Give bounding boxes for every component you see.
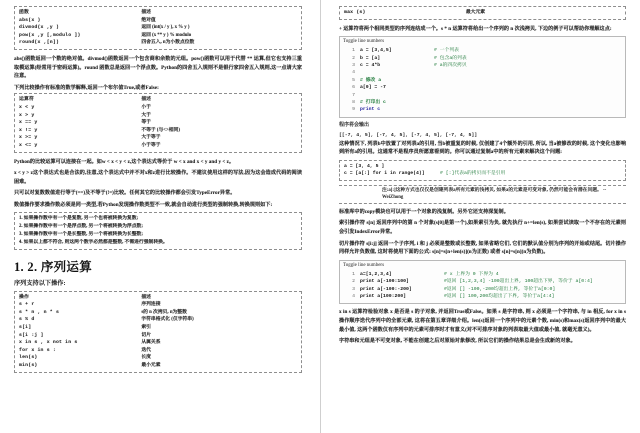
code-comment xyxy=(434,69,622,76)
cell-description: 序列连接 xyxy=(141,302,161,308)
line-number: 3 xyxy=(352,286,355,292)
code-line xyxy=(346,47,622,54)
cell-description: 小于等于 xyxy=(141,142,161,148)
cell-operation: len(s) xyxy=(19,355,38,361)
cell-function: divmod(x ,y ) xyxy=(19,25,60,31)
cell-description: 切片 xyxy=(141,332,151,338)
code-comment: # 包含a的列表 xyxy=(434,55,467,61)
code-block-slice-bounds xyxy=(339,260,626,305)
table-row xyxy=(19,301,297,309)
line-number: 8 xyxy=(352,100,355,106)
code-source xyxy=(360,69,434,76)
conversion-rule-item: 2. 如果操作数中有一个是浮点数, 另一个将被转换为浮点数; xyxy=(19,224,143,230)
paragraph-in-operator: x in s 运算符检验对象 x 是否是 s 的子对象, 并返回True或False。如果 s 是字符串, 则 x 必须是一个字符串, 与 in 相反, for x in s 操作顺序迭代序列中的全部元素, 这将在第五章详细介绍。len(s)返回一个序列中的元素个数, min(s)和max(s)返回序列中的最大最小值, 这两个函数仅有序列中的元素可排序时才有意义(对不可排序对象的列表取最大值或最小值, 就毫无意义)。 xyxy=(339,309,626,333)
toggle-line-numbers-button[interactable]: Toggle line numbers xyxy=(343,39,385,45)
cell-operator: x >= y xyxy=(19,135,38,141)
code-comment xyxy=(434,99,622,106)
code-line xyxy=(346,92,622,99)
code-source: a=[1,2,3,4] xyxy=(360,271,392,277)
code-line xyxy=(346,271,622,278)
section-heading xyxy=(14,260,302,275)
section-title: 序列运算 xyxy=(40,259,93,274)
table-row xyxy=(19,127,297,135)
line-number: 6 xyxy=(352,85,355,91)
paragraph-index-operator: 索引操作符 s[n] 返回序列中的第 n 个对象(s[0]是第一个),如果索引为负, 就先执行 n+=len(s), 如果尝试读取一个不存在的元素则会引发IndexError异常。 xyxy=(339,220,626,236)
table-row xyxy=(344,9,621,17)
code-line xyxy=(346,62,622,69)
code-line xyxy=(346,84,622,91)
code-body xyxy=(340,270,625,304)
cell-function: round(x ,[n]) xyxy=(19,40,60,46)
code-comment xyxy=(434,77,622,84)
code-line xyxy=(346,77,622,84)
cell-description: 最大元素 xyxy=(465,10,486,15)
code-line xyxy=(346,278,622,285)
code-comment xyxy=(434,92,622,99)
line-number: 4 xyxy=(352,70,355,76)
paragraph-numeric-coercion: 数值操作要求操作数必须是同一类型,若Python发现操作数类型不一致,就会自动进行类型的强制转换,转换规则如下: xyxy=(14,201,273,208)
section-subhead: 序列支持以下操作: xyxy=(14,279,66,287)
code-source: a[0] = -7 xyxy=(360,85,386,91)
column-header-description: 描述 xyxy=(141,97,151,103)
conversion-rule-item: 4. 如果以上都不符合, 则这两个数字必然都是整数, 不需进行强制转换。 xyxy=(19,239,168,245)
cell-operation: for x in s : xyxy=(19,347,56,353)
paragraph-copy-module: 标准库中的copy模块也可以用于一个对象的浅复制。另外它还支持深复制。 xyxy=(339,208,509,215)
code-comment: #返回 [1,2,3,4] -100超出上界, 100超出下界, 等价于 a[0:4] xyxy=(444,279,593,285)
cell-description: 不等于 (与<>相同) xyxy=(141,127,180,133)
toggle-line-numbers-button[interactable]: Toggle line numbers xyxy=(343,262,385,268)
table-row xyxy=(19,324,297,332)
cell-description: 从属关系 xyxy=(141,340,161,346)
line-number: 9 xyxy=(352,107,355,113)
code-source: a = [3, 4, 5 ] xyxy=(344,163,385,169)
code-source: a = [3,4,5] xyxy=(360,48,392,54)
comparison-operators-table xyxy=(14,93,302,152)
builtin-functions-table xyxy=(14,6,302,50)
cell-operation: min(s) xyxy=(19,363,38,368)
cell-operation: s[i] xyxy=(19,325,32,331)
line-number: 1 xyxy=(352,271,355,277)
table-row xyxy=(19,316,297,324)
paragraph-chain-1: Python的比较运算可以连接在一起。如w < x < y < z,这个表达式等价于 w < x and x < y and y < z。 xyxy=(14,158,235,165)
code-comment xyxy=(434,84,622,91)
conversion-rule-item: 1. 如果操作数中有一个是复数, 另一个也将被转换为复数; xyxy=(19,216,139,222)
code-comment xyxy=(434,106,622,113)
code-source: print c xyxy=(360,107,381,113)
cell-operation: s % d xyxy=(19,317,35,323)
cell-description: 最小元素 xyxy=(141,363,161,368)
output-value: [[-7, 4, 5], [-7, 4, 5], [-7, 4, 5], [-7, 4, 5]] xyxy=(339,133,478,139)
code-block-list-copy xyxy=(339,160,626,181)
code-comment: # 一个列表 xyxy=(434,48,459,54)
code-source: b = [a] xyxy=(360,55,381,61)
cell-operator: x != y xyxy=(19,127,38,133)
code-body xyxy=(340,46,625,117)
code-comment: # [:]代表a的拷贝而不是引用 xyxy=(440,171,506,177)
paragraph-chain-2: x < y > z这个表达式也是合法的,注意,这个表达式中并不对x和z进行比较操作。不建议使用这样的写法,因为这会造成代码的阅读困难。 xyxy=(14,170,302,185)
cell-description: 索引 xyxy=(141,325,151,331)
table-row xyxy=(19,32,297,40)
paragraph-concat: + 运算符将两个相同类型的序列连结成一个。s * n 运算符将给出一个序列的 n 次浅拷贝, 下边的例子可以帮助你理解这点: xyxy=(339,25,612,32)
table-row xyxy=(19,112,297,120)
table-row xyxy=(19,24,297,32)
column-header-operator: 运算符 xyxy=(19,97,34,103)
paragraph-shallow-copy: 这种情况下, 列表b中放置了对列表a的引用, 当b被重复的时候, 仅创建了4个额外的引用, 所以, 当a被修改的时候, 这个变化也影响到所有a的引用。这通常不是程序员所愿意看到的。你可以通过复制a中的所有元素来解决这个问题: xyxy=(339,140,626,156)
cell-function: pow(x ,y [,modulo ]) xyxy=(19,32,81,38)
code-line xyxy=(344,163,621,170)
code-source: print a[100:200] xyxy=(360,294,407,300)
cell-description: 长度 xyxy=(141,355,151,361)
table-header-row xyxy=(19,294,297,302)
table-header-row xyxy=(19,96,297,104)
right-column xyxy=(320,0,640,433)
line-number: 2 xyxy=(352,55,355,61)
column-header-description: 描述 xyxy=(141,10,151,15)
conversion-rule-item: 3. 如果操作数中有一个是长整数, 另一个将被转换为长整数; xyxy=(19,232,143,238)
section-number: 1. 2. xyxy=(14,259,38,274)
code-source: # 打印出 c xyxy=(360,100,386,106)
cell-description: 迭代 xyxy=(141,347,151,353)
line-number: 3 xyxy=(352,63,355,68)
conversion-rules-box xyxy=(14,212,302,249)
code-line xyxy=(346,293,622,300)
cell-description: 返回 (x ** y ) % modulo xyxy=(141,32,192,38)
table-row xyxy=(19,332,297,340)
cell-description: 字符串格式化 (仅字符串) xyxy=(141,317,194,323)
table-row xyxy=(19,339,297,347)
table-row xyxy=(19,39,297,47)
table-row xyxy=(19,347,297,355)
table-row xyxy=(19,362,297,370)
code-line xyxy=(346,106,622,113)
line-number: 1 xyxy=(352,48,355,54)
code-source: print a[-100:-200] xyxy=(360,286,412,292)
cell-description: 大于 xyxy=(141,112,151,118)
table-row xyxy=(19,134,297,142)
paragraph-immutable: 字符串和元组是不可变对象, 不能在创建之后对原始对象修改, 所以它们的操作结果总是会生成新的对象。 xyxy=(339,338,576,345)
code-source: c = 4*b xyxy=(360,63,381,68)
line-number: 5 xyxy=(352,77,355,83)
code-source xyxy=(360,92,434,99)
code-source: # 修改 a xyxy=(360,77,382,83)
code-comment: # a的四次拷贝 xyxy=(434,63,467,68)
cell-operation: s * n , n * s xyxy=(19,309,60,315)
paragraph-compare-intro: 下列比较操作有标准的数学解释,返回一个布尔值True,或者False: xyxy=(14,84,159,91)
code-comment: #返回 [] -100,-200均超出上界, 等价于a[0:0] xyxy=(444,286,556,292)
cell-description: 小于 xyxy=(141,104,151,110)
code-line xyxy=(346,69,622,76)
cell-description: s的 n 次拷贝, n为整数 xyxy=(141,309,187,315)
table-row xyxy=(19,17,297,25)
cell-description: 四舍五入, n为小数点位数 xyxy=(141,40,195,46)
cell-description: 返回 (int(x / y ), x % y ) xyxy=(141,25,190,31)
table-row xyxy=(19,142,297,150)
cell-operation: s[i :j ] xyxy=(19,332,44,338)
code-block-shallow-copy xyxy=(339,36,626,118)
cell-function: abs(x ) xyxy=(19,17,41,23)
paragraph-slice-operator: 切片操作符 s[i:j] 返回一个子序列, i 和 j 必须是整数或长整数, 如果省略它们, 它们的默认值分别为序列的开始或结尾。切片操作同样允许负数值, 这时将使用下面的公式: s[n]=s[n+len(s)](n为正数) 或者 s[n]=s[n](n为负数)。 xyxy=(339,240,626,256)
cell-operator: x > y xyxy=(19,112,35,118)
code-comment xyxy=(384,163,621,170)
sequence-operations-table-continued xyxy=(339,6,626,20)
column-header-function: 函数 xyxy=(19,10,29,15)
code-line xyxy=(346,99,622,106)
table-row xyxy=(19,119,297,127)
cell-operation: s + r xyxy=(19,302,35,308)
cell-description: 大于等于 xyxy=(141,135,161,141)
column-header-description: 描述 xyxy=(141,294,151,300)
table-row xyxy=(19,104,297,112)
cell-operation: x in s , x not in s xyxy=(19,340,78,346)
output-label: 程序将会输出 xyxy=(339,122,370,128)
cell-operator: x <= y xyxy=(19,142,38,148)
code-comment: #返回 [] 100,200均超出了下界, 等价于a[4:4] xyxy=(444,294,555,300)
cell-operator: x == y xyxy=(19,120,38,126)
code-source: c = [a[:] for i in range(4)] xyxy=(344,171,425,177)
code-line xyxy=(344,170,621,177)
code-comment: # x 上界为 0 下界为 4 xyxy=(444,271,499,277)
cell-description: 绝对值 xyxy=(141,17,156,23)
editor-note xyxy=(339,185,626,204)
cell-operation: max (s) xyxy=(344,10,366,15)
cell-description: 等于 xyxy=(141,120,151,126)
code-source: print a[-100:100] xyxy=(360,279,409,285)
paragraph-functions: abs()函数返回一个数的绝对值。divmod()函数返回一个包含商和余数的元组。pow()函数可以用于代替 ** 运算,但它也支持三重取模运算(经常用于密码运算)。round 函数总是返回一个浮点数。Python的四舍五入规则不是银行家四舍五入规则,这一点请大家注意。 xyxy=(14,55,302,80)
cell-operator: x < y xyxy=(19,104,35,110)
table-header-row xyxy=(19,9,297,17)
paragraph-chain-3: 只可以对复数数值进行等于(==)及不等于(!=)比较。任何其它的比较操作都会引发TypeError异常。 xyxy=(14,190,236,197)
table-row xyxy=(19,354,297,362)
editor-note-text: 注:a[:]这种方式也仅仅是创建列表a所有元素的浅拷贝, 如果a的元素是可变对象, 仍然可能会有潜在问题。 --WeiZhong xyxy=(382,187,607,201)
line-number: 2 xyxy=(352,279,355,285)
sequence-operations-table xyxy=(14,291,302,373)
line-number: 4 xyxy=(352,294,355,300)
line-number: 7 xyxy=(352,92,355,98)
column-header-operation: 操作 xyxy=(19,294,29,300)
table-row xyxy=(19,309,297,317)
code-line xyxy=(346,286,622,293)
code-line xyxy=(346,55,622,62)
